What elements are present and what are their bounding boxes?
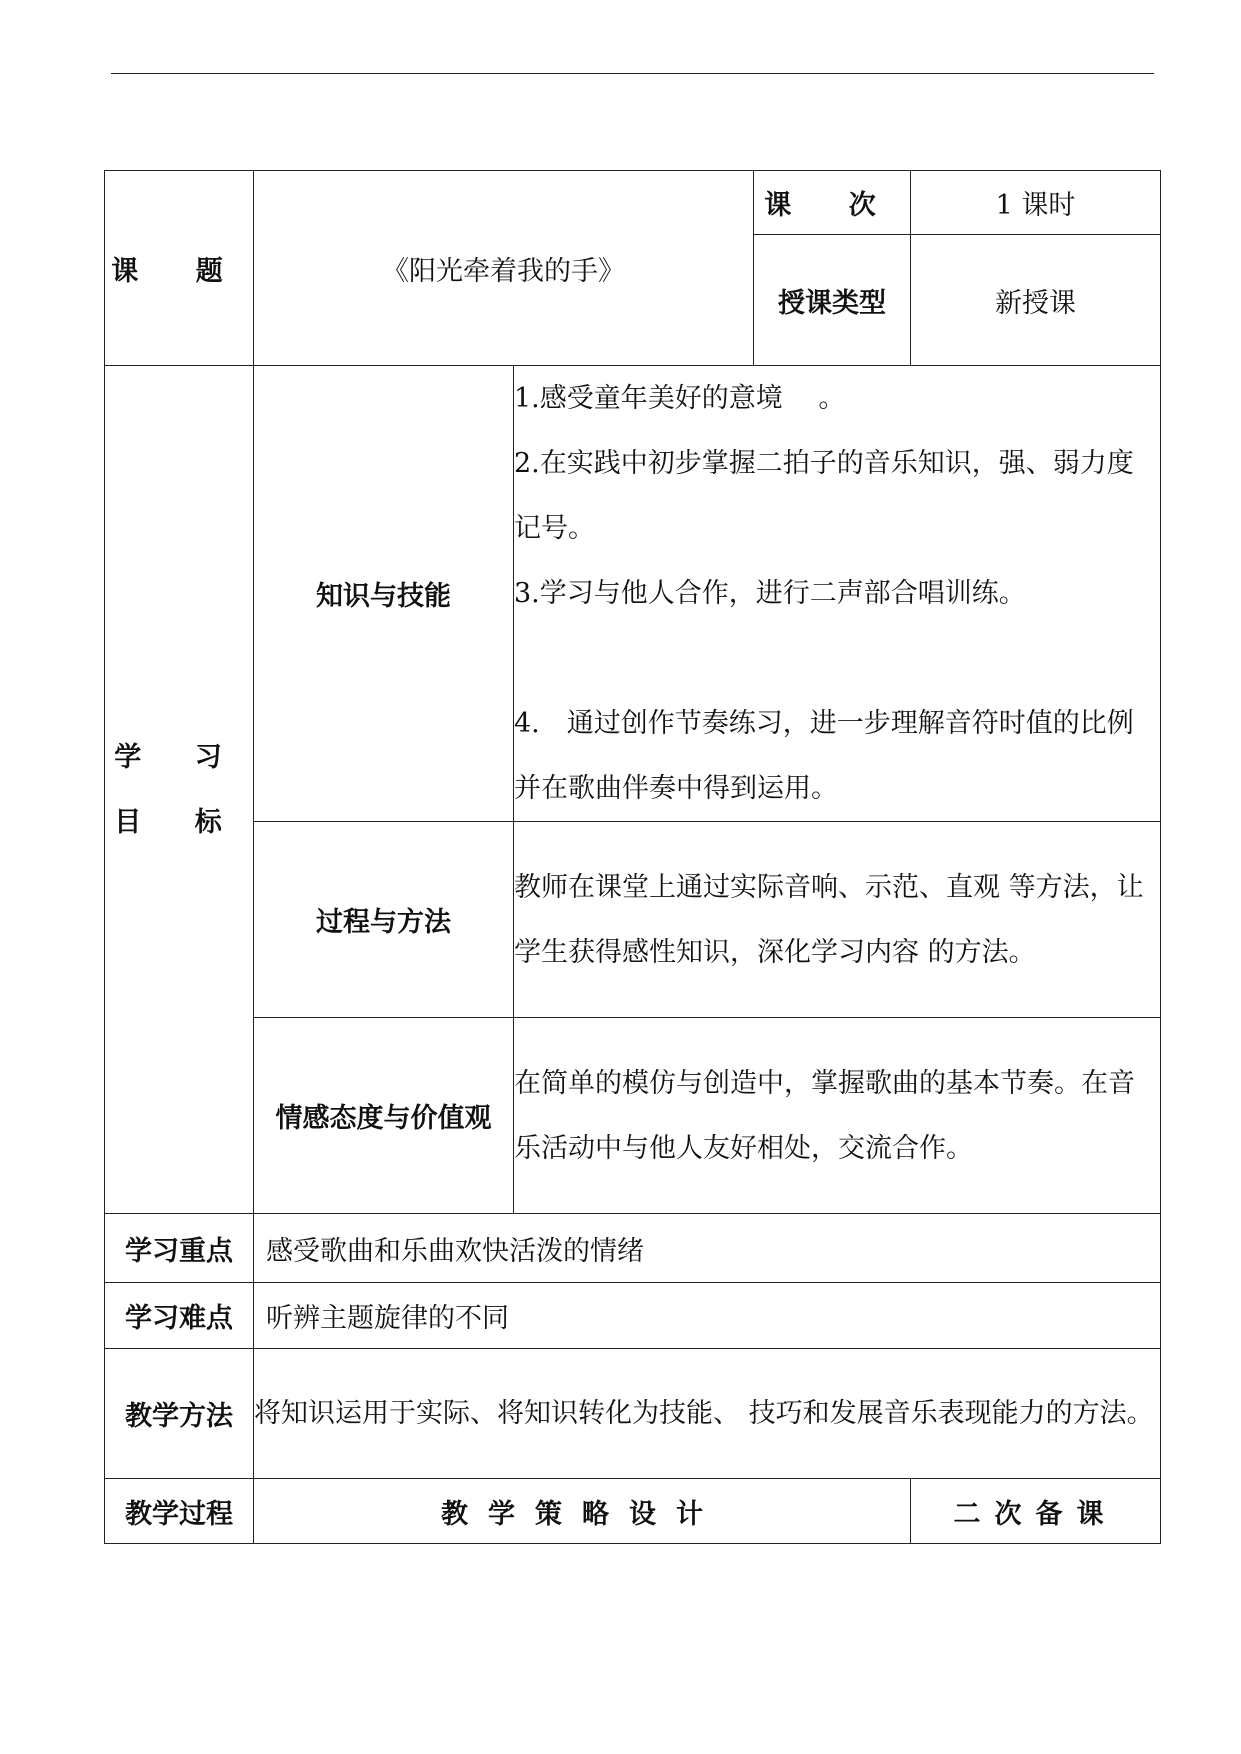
type-value-cell xyxy=(911,235,1161,366)
goals-label-line2: 目 标 xyxy=(114,806,244,838)
knowledge-text-cell xyxy=(514,366,1161,822)
row-goal-knowledge xyxy=(105,366,1161,822)
topic-label-cell xyxy=(105,171,254,366)
process-row-label: 教学过程 xyxy=(125,1498,233,1530)
method-text: 将知识运用于实际、将知识转化为技能、 技巧和发展音乐表现能力的方法。 xyxy=(254,1398,1154,1429)
knowledge-item-1: 1.感受童年美好的意境 。 xyxy=(514,383,846,414)
type-label: 授课类型 xyxy=(778,287,886,319)
topic-label: 课 题 xyxy=(111,255,247,287)
row-key-point xyxy=(105,1214,1161,1283)
rehearsal-header: 二次备课 xyxy=(953,1498,1118,1530)
header-rule xyxy=(111,73,1154,74)
knowledge-item-2: 2.在实践中初步掌握二拍子的音乐知识，强、弱力度记号。 xyxy=(514,448,1134,544)
difficulty-text: 听辨主题旋律的不同 xyxy=(266,1303,509,1334)
design-header: 教学策略设计 xyxy=(441,1498,723,1530)
row-process-header xyxy=(105,1479,1161,1544)
emotion-text: 在简单的模仿与创造中，掌握歌曲的基本节奏。在音乐活动中与他人友好相处，交流合作。 xyxy=(514,1067,1135,1164)
row-goal-process xyxy=(105,822,1161,1018)
key-point-label: 学习重点 xyxy=(125,1235,233,1267)
knowledge-label: 知识与技能 xyxy=(316,581,451,612)
process-label: 过程与方法 xyxy=(316,907,451,938)
goals-label-cell xyxy=(105,366,254,1214)
process-row-label-cell xyxy=(105,1479,254,1544)
knowledge-label-cell xyxy=(254,366,514,822)
session-label: 课 次 xyxy=(764,190,900,221)
key-point-text-cell xyxy=(254,1214,1161,1283)
knowledge-gap xyxy=(514,626,1160,691)
session-value: 1 课时 xyxy=(995,190,1076,221)
row-topic-session xyxy=(105,171,1161,235)
process-label-cell xyxy=(254,822,514,1018)
process-text-cell xyxy=(514,822,1161,1018)
row-method xyxy=(105,1349,1161,1479)
emotion-label-cell xyxy=(254,1018,514,1214)
lesson-plan-table xyxy=(104,170,1161,1544)
difficulty-label: 学习难点 xyxy=(125,1303,233,1334)
difficulty-label-cell xyxy=(105,1283,254,1349)
type-value: 新授课 xyxy=(995,287,1076,319)
goals-label-line1: 学 习 xyxy=(114,741,244,773)
emotion-label: 情感态度与价值观 xyxy=(275,1103,492,1134)
topic-value-cell xyxy=(254,171,754,366)
method-label: 教学方法 xyxy=(125,1401,233,1432)
key-point-text: 感受歌曲和乐曲欢快活泼的情绪 xyxy=(266,1235,644,1267)
emotion-text-cell xyxy=(514,1018,1161,1214)
process-text: 教师在课堂上通过实际音响、示范、直观 等方法，让学生获得感性知识，深化学习内容 的方法。 xyxy=(514,871,1144,968)
difficulty-text-cell xyxy=(254,1283,1161,1349)
key-point-label-cell xyxy=(105,1214,254,1283)
session-label-cell xyxy=(754,171,911,235)
method-label-cell xyxy=(105,1349,254,1479)
design-header-cell xyxy=(254,1479,911,1544)
topic-value: 《阳光牵着我的手》 xyxy=(382,255,625,287)
row-goal-emotion xyxy=(105,1018,1161,1214)
knowledge-item-4: 4. 通过创作节奏练习，进一步理解音符时值的比例并在歌曲伴奏中得到运用。 xyxy=(514,708,1134,804)
knowledge-item-3: 3.学习与他人合作，进行二声部合唱训练。 xyxy=(514,578,1026,609)
row-difficulty xyxy=(105,1283,1161,1349)
rehearsal-header-cell xyxy=(911,1479,1161,1544)
method-text-cell xyxy=(254,1349,1161,1479)
session-value-cell xyxy=(911,171,1161,235)
type-label-cell xyxy=(754,235,911,366)
